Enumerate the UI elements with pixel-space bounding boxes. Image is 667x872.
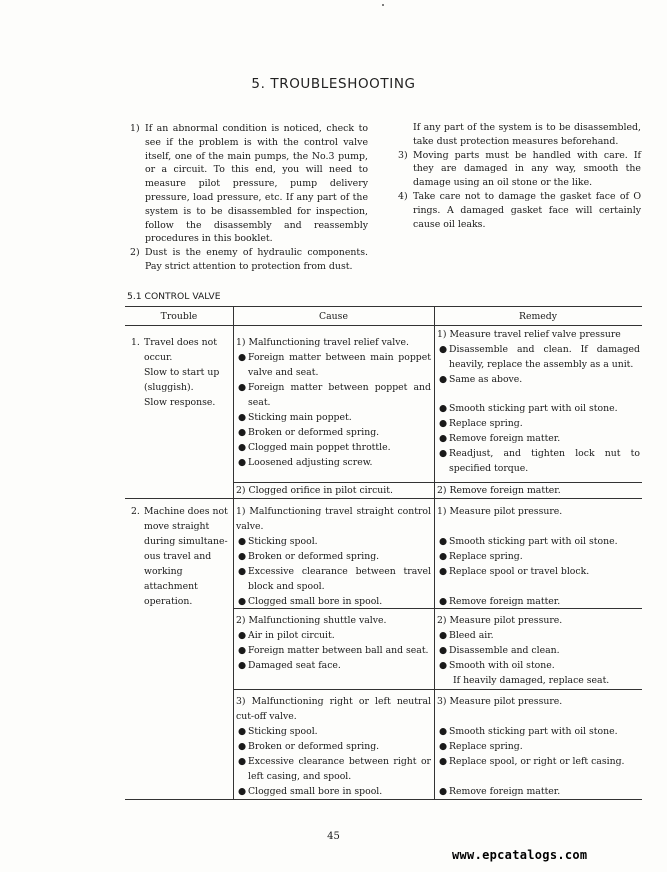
remedy-remove-foreign-matter: 2) Remove foreign matter.	[437, 485, 561, 496]
bullet-icon: ●	[438, 726, 448, 737]
header-trouble: Trouble	[160, 311, 198, 322]
table-rule	[125, 325, 642, 326]
cause-neutral-cutoff	[236, 694, 431, 799]
bullet-icon: ●	[438, 660, 448, 671]
cause-bullet: ● Sticking main poppet.	[237, 412, 352, 423]
bullet-icon: ●	[438, 786, 448, 797]
trouble-line: operation.	[144, 596, 193, 607]
remedy-bullet: ● Smooth sticking part with oil stone.	[438, 403, 618, 414]
cause-bullet: ● Air in pilot circuit.	[237, 630, 335, 641]
watermark-url: www.epcatalogs.com	[452, 848, 588, 862]
remedy-bullet: ● Bleed air.	[438, 630, 494, 641]
remedy-travel-relief	[437, 327, 640, 476]
table-rule	[233, 689, 642, 690]
bullet-icon: ●	[237, 726, 247, 737]
table-rule	[434, 306, 435, 800]
intro-item-3	[398, 149, 641, 190]
bullet-icon: ●	[237, 412, 247, 423]
remedy-note: If heavily damaged, replace seat.	[453, 675, 610, 686]
bullet-icon: ●	[438, 756, 448, 767]
bullet-icon: ●	[237, 566, 247, 577]
cause-bullet: ● Excessive clearance between travel block and spool.	[237, 566, 431, 592]
bullet-icon: ●	[438, 403, 448, 414]
cause-shuttle-valve	[236, 613, 431, 673]
bullet-icon: ●	[438, 741, 448, 752]
trouble-line: attachment	[144, 581, 198, 592]
scan-speck	[382, 4, 384, 6]
remedy-shuttle-valve	[437, 613, 640, 688]
bullet-icon: ●	[438, 536, 448, 547]
intro-item-number: 4)	[398, 190, 408, 202]
intro-item-1	[130, 122, 368, 246]
bullet-icon: ●	[237, 442, 247, 453]
bullet-icon: ●	[438, 448, 448, 459]
bullet-icon: ●	[438, 630, 448, 641]
bullet-icon: ●	[438, 551, 448, 562]
cause-bullet: ● Loosened adjusting screw.	[237, 457, 373, 468]
troubleshooting-table	[125, 306, 642, 800]
intro-left-column	[130, 122, 368, 274]
table-rule	[125, 306, 642, 307]
bullet-icon: ●	[237, 352, 247, 363]
header-cause: Cause	[319, 311, 348, 322]
cause-bullet: ● Clogged small bore in spool.	[237, 786, 383, 797]
remedy-bullet: ● Remove foreign matter.	[438, 786, 561, 797]
cause-bullet: ● Clogged small bore in spool.	[237, 596, 383, 607]
table-rule	[125, 498, 642, 499]
remedy-bullet: ● Same as above.	[438, 374, 523, 385]
trouble-line: Machine does not	[144, 506, 228, 517]
remedy-bullet: ● Disassemble and clean.	[438, 645, 560, 656]
cause-bullet: ● Broken or deformed spring.	[237, 427, 380, 438]
trouble-number: 1.	[131, 337, 140, 348]
remedy-bullet: ● Smooth sticking part with oil stone.	[438, 536, 618, 547]
remedy-bullet: ● Replace spool, or right or left casing.	[438, 756, 625, 767]
trouble-line: move straight	[144, 521, 210, 532]
bullet-icon: ●	[237, 630, 247, 641]
remedy-bullet: ● Smooth with oil stone.	[438, 660, 555, 671]
remedy-bullet: ● Remove foreign matter.	[438, 433, 561, 444]
cause-bullet: ● Clogged main poppet throttle.	[237, 442, 391, 453]
cause-bullet: ● Sticking spool.	[237, 726, 318, 737]
bullet-icon: ●	[237, 741, 247, 752]
intro-item-text: If an abnormal condition is noticed, check to see if the problem is with the control valve itself, one of the main pumps, the No.3 pump, or a circuit. To this end, you will need to measure pilot pressure, pump delivery pressure, load pressure, etc. If any part of the system is to be disassembled for inspection, follow the disassembly and reassembly procedures in this booklet.	[145, 123, 368, 245]
bullet-icon: ●	[237, 457, 247, 468]
trouble-2	[129, 504, 235, 609]
intro-item-number: 1)	[130, 123, 140, 134]
cause-title: 3) Malfunctioning right or left neutral cut-off valve.	[236, 696, 431, 722]
bullet-icon: ●	[438, 344, 448, 355]
trouble-line: Travel does not	[144, 337, 217, 348]
cause-bullet: ● Broken or deformed spring.	[237, 551, 380, 562]
trouble-line: Slow to start up	[144, 367, 220, 378]
remedy-bullet: ● Replace spring.	[438, 741, 523, 752]
cause-bullet: ● Broken or deformed spring.	[237, 741, 380, 752]
bullet-icon: ●	[438, 374, 448, 385]
intro-item-number: 2)	[130, 247, 140, 259]
remedy-travel-straight	[437, 504, 640, 609]
cause-clogged-orifice: 2) Clogged orifice in pilot circuit.	[236, 485, 393, 496]
bullet-icon: ●	[237, 536, 247, 547]
cause-bullet: ● Foreign matter between ball and seat.	[237, 645, 429, 656]
page-number: 45	[327, 831, 340, 842]
trouble-line: during simultane-	[144, 536, 228, 547]
intro-item-number: 3)	[398, 149, 408, 161]
bullet-icon: ●	[438, 645, 448, 656]
trouble-line: ous travel and	[144, 551, 212, 562]
intro-item-text: Moving parts must be handled with care. If they are damaged in any way, smooth the damage using an oil stone or the like.	[413, 149, 641, 189]
intro-item-4	[398, 190, 641, 231]
remedy-neutral-cutoff	[437, 694, 640, 799]
cause-title: 1) Malfunctioning travel relief valve.	[236, 337, 409, 348]
cause-title: 2) Malfunctioning shuttle valve.	[236, 615, 387, 626]
remedy-title: 2) Measure pilot pressure.	[437, 615, 563, 626]
cause-bullet: ● Foreign matter between main poppet valve and seat.	[237, 352, 431, 378]
cause-travel-relief	[236, 335, 431, 470]
intro-item-text: Dust is the enemy of hydraulic components. Pay strict attention to protection from dust.	[145, 247, 368, 272]
bullet-icon: ●	[438, 596, 448, 607]
cause-bullet: ● Sticking spool.	[237, 536, 318, 547]
bullet-icon: ●	[237, 427, 247, 438]
remedy-bullet: ● Replace spool or travel block.	[438, 566, 590, 577]
cause-travel-straight	[236, 504, 431, 609]
remedy-title: 3) Measure pilot pressure.	[437, 696, 563, 707]
remedy-bullet: ● Disassemble and clean. If damaged heavily, replace the assembly as a unit.	[438, 344, 640, 370]
bullet-icon: ●	[237, 756, 247, 767]
section-heading: 5.1 CONTROL VALVE	[127, 291, 221, 302]
bullet-icon: ●	[438, 566, 448, 577]
bullet-icon: ●	[237, 382, 247, 393]
bullet-icon: ●	[438, 418, 448, 429]
trouble-line: Slow response.	[144, 397, 216, 408]
remedy-title: 1) Measure travel relief valve pressure	[437, 329, 621, 340]
bullet-icon: ●	[237, 786, 247, 797]
trouble-line: (sluggish).	[144, 382, 194, 393]
cause-bullet: ● Damaged seat face.	[237, 660, 341, 671]
remedy-title: 1) Measure pilot pressure.	[437, 506, 563, 517]
cause-bullet: ● Foreign matter between poppet and seat.	[237, 382, 431, 408]
page-title: 5. TROUBLESHOOTING	[251, 76, 416, 92]
bullet-icon: ●	[237, 645, 247, 656]
remedy-bullet: ● Readjust, and tighten lock nut to specified torque.	[438, 448, 640, 474]
trouble-1	[129, 335, 235, 410]
table-rule	[125, 799, 642, 800]
remedy-bullet: ● Remove foreign matter.	[438, 596, 561, 607]
intro-continuation: If any part of the system is to be disassembled, take dust protection measures beforehand.	[413, 122, 641, 147]
cause-bullet: ● Excessive clearance between right or left casing, and spool.	[237, 756, 431, 782]
trouble-line: working	[144, 566, 183, 577]
bullet-icon: ●	[237, 551, 247, 562]
bullet-icon: ●	[237, 596, 247, 607]
remedy-bullet: ● Replace spring.	[438, 418, 523, 429]
intro-right-column	[398, 121, 641, 231]
trouble-line: occur.	[144, 352, 173, 363]
cause-title: 1) Malfunctioning travel straight control valve.	[236, 506, 431, 532]
intro-item-2	[130, 246, 368, 274]
bullet-icon: ●	[237, 660, 247, 671]
bullet-icon: ●	[438, 433, 448, 444]
intro-item-text: Take care not to damage the gasket face of O rings. A damaged gasket face will certainly cause oil leaks.	[413, 190, 641, 230]
remedy-bullet: ● Smooth sticking part with oil stone.	[438, 726, 618, 737]
trouble-number: 2.	[131, 506, 140, 517]
remedy-bullet: ● Replace spring.	[438, 551, 523, 562]
header-remedy: Remedy	[518, 311, 558, 322]
